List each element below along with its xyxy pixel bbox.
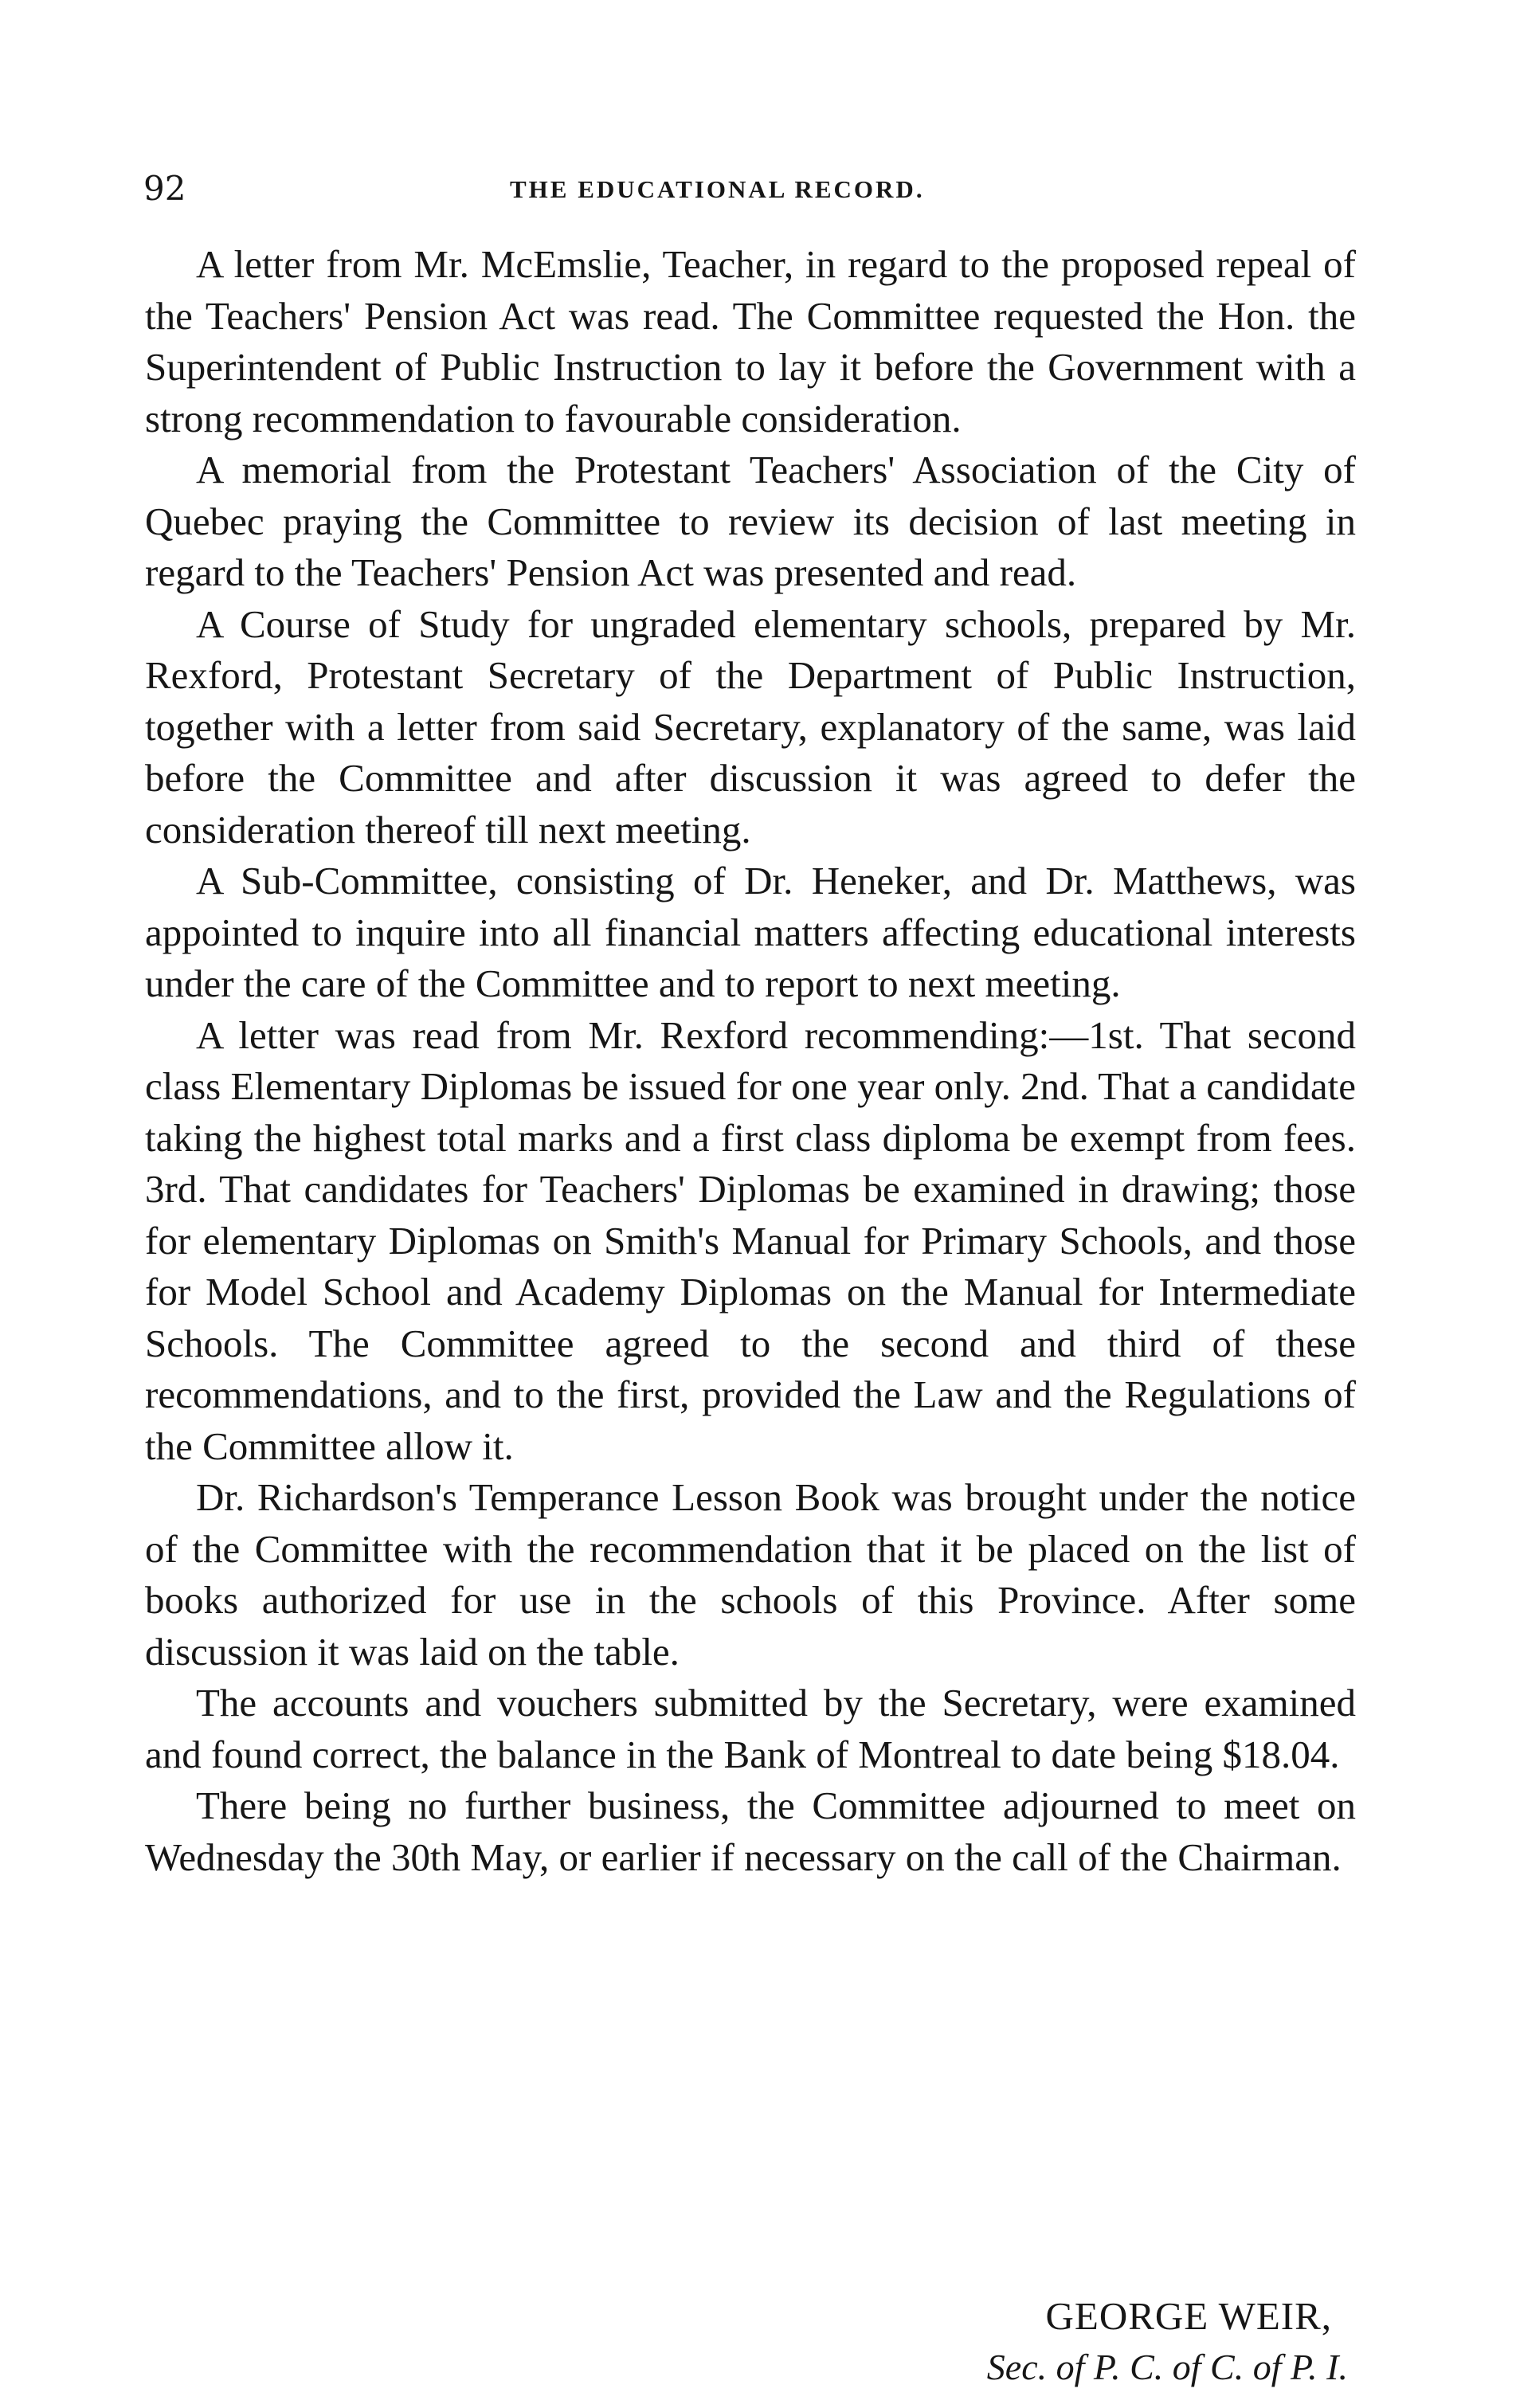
paragraph-adjournment: There being no further business, the Committee adjourned to meet on Wednesday the 30th May, or earlier if necessary on the call of the Chairman. xyxy=(145,1783,1356,1879)
signature-name: GEORGE WEIR, xyxy=(1045,2294,1332,2338)
signature-block xyxy=(145,2291,1356,2393)
paragraph-pension-letter: A letter from Mr. McEmslie, Teacher, in regard to the proposed repeal of the Teachers' Pension Act was read. The Committee requested the Hon. the Superintendent of Public Instruction to lay it before the Government with a strong recommendation to favourable consideration. xyxy=(145,242,1356,440)
page-number: 92 xyxy=(143,169,186,208)
running-head: THE EDUCATIONAL RECORD. xyxy=(510,175,925,203)
paragraph-memorial: A memorial from the Protestant Teachers' Association of the City of Quebec praying the Committee to review its decision of last meeting in regard to the Teachers' Pension Act was presented and read. xyxy=(145,448,1356,594)
paragraph-course-of-study: A Course of Study for ungraded elementary schools, prepared by Mr. Rexford, Protestant Secretary of the Department of Public Instruction, together with a letter from said Secretary, explanatory of the same, was laid before the Committee and after discussion it was agreed to defer the consideration thereof till next meeting. xyxy=(145,601,1356,852)
paragraph-accounts: The accounts and vouchers submitted by the Secretary, were examined and found correct, the balance in the Bank of Montreal to date being $18.04. xyxy=(145,1681,1356,1776)
body-text xyxy=(145,239,1356,1883)
paragraph-rexford-recommendations: A letter was read from Mr. Rexford recommending:—1st. That second class Elementary Diplomas be issued for one year only. 2nd. That a candidate taking the highest total marks and a first class diploma be exempt from fees. 3rd. That candidates for Teachers' Diplomas be examined in drawing; those for elementary Diplomas on Smith's Manual for Primary Schools, and those for Model School and Academy Diplomas on the Manual for Intermediate Schools. The Committee agreed to the second and third of these recommendations, and to the first, provided the Law and the Regulations of the Committee allow it. xyxy=(145,1012,1356,1468)
paragraph-temperance-book: Dr. Richardson's Temperance Lesson Book was brought under the notice of the Committee with the recommendation that it be placed on the list of books authorized for use in the schools of this Province. After some discussion it was laid on the table. xyxy=(145,1475,1356,1674)
signature-title: Sec. of P. C. of C. of P. I. xyxy=(986,2347,1348,2387)
page-header xyxy=(143,169,1354,217)
paragraph-sub-committee: A Sub-Committee, consisting of Dr. Heneker, and Dr. Matthews, was appointed to inquire into all financial matters affecting educational interests under the care of the Committee and to report to next meeting. xyxy=(145,859,1356,1005)
